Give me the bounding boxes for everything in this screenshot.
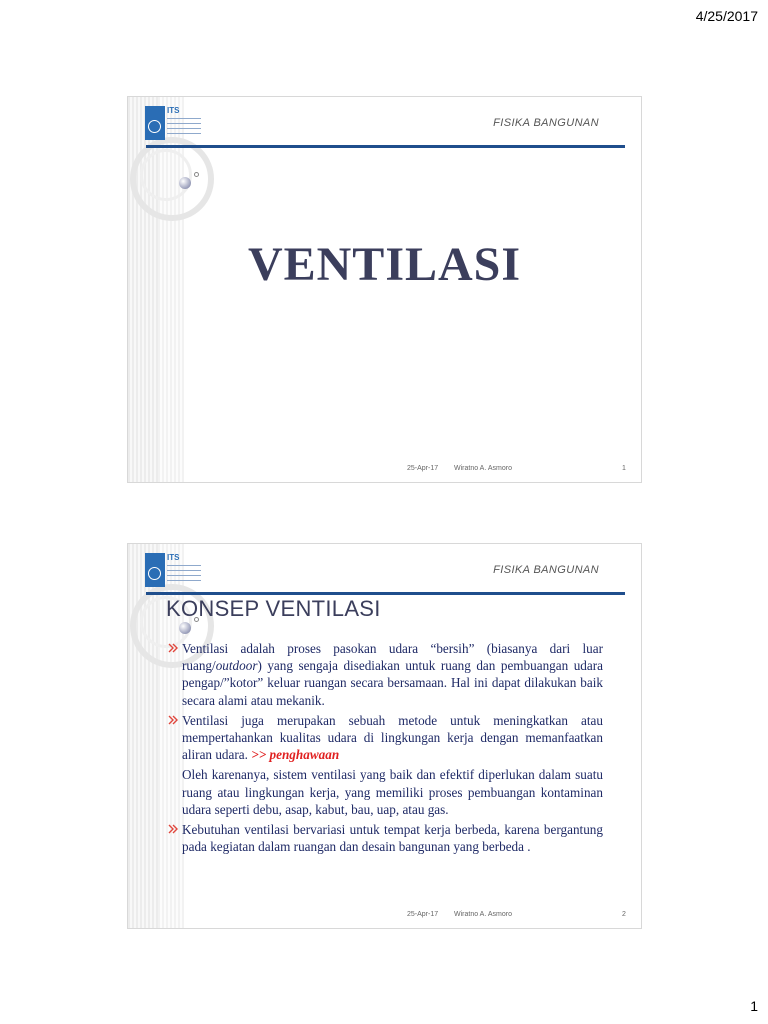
footer-slide-number: 2 bbox=[622, 911, 626, 918]
bullet-paragraph: Ventilasi juga merupakan sebuah metode untuk meningkatkan atau mempertahankan kualitas udara di lingkungan kerja dengan memanfaatkan aliran udara. >> penghawaan bbox=[182, 712, 603, 764]
page-date: 4/25/2017 bbox=[695, 8, 758, 24]
slide-title: KONSEP VENTILASI bbox=[166, 596, 381, 621]
slide-title: VENTILASI bbox=[247, 238, 522, 291]
its-logo bbox=[145, 553, 203, 587]
slide-content bbox=[182, 640, 603, 858]
footer-date: 25-Apr-17 bbox=[407, 911, 439, 918]
header-rule bbox=[146, 145, 625, 148]
arrow-bullet-icon bbox=[168, 824, 178, 834]
its-logo bbox=[145, 106, 203, 140]
footer-slide-number: 1 bbox=[622, 465, 626, 472]
footer-date: 25-Apr-17 bbox=[407, 465, 439, 472]
bullet-ball-icon bbox=[179, 177, 191, 189]
footer-author: Wiratno A. Asmoro bbox=[454, 911, 512, 918]
footer-author: Wiratno A. Asmoro bbox=[454, 465, 512, 472]
seal-icon bbox=[148, 120, 161, 133]
decor-swirl bbox=[140, 149, 192, 201]
arrow-bullet-icon bbox=[168, 715, 178, 725]
arrow-bullet-icon bbox=[168, 643, 178, 653]
bullet-ball-icon bbox=[179, 622, 191, 634]
logo-text: ITS bbox=[167, 553, 180, 562]
paragraph: Oleh karenanya, sistem ventilasi yang baik dan efektif diperlukan dalam suatu ruang atau lingkungan kerja, yang memiliki proses pembuangan kontaminan udara seperti debu, asap, kabut, bau, uap, atau gas. bbox=[182, 767, 603, 817]
bullet-paragraph: Ventilasi adalah proses pasokan udara “bersih” (biasanya dari luar ruang/outdoor) yang sengaja disediakan untuk ruang dan pembuangan udara pengap/”kotor” keluar ruangan secara bersamaan. Hal ini dapat dilakukan baik secara alami atau mekanik. bbox=[182, 640, 603, 709]
bullet-paragraph: Kebutuhan ventilasi bervariasi untuk tempat kerja berbeda, karena bergantung pada kegiatan dalam ruangan dan desain bangunan yang berbeda . bbox=[182, 821, 603, 855]
seal-icon bbox=[148, 567, 161, 580]
bullet-dot-icon bbox=[194, 172, 199, 177]
penghawaan-link[interactable]: >> penghawaan bbox=[251, 747, 340, 763]
page-number: 1 bbox=[750, 998, 758, 1014]
slide-header: FISIKA BANGUNAN bbox=[493, 564, 599, 576]
header-rule bbox=[146, 592, 625, 595]
slide-1 bbox=[127, 96, 642, 483]
slide-header: FISIKA BANGUNAN bbox=[493, 117, 599, 129]
slide-2 bbox=[127, 543, 642, 929]
logo-text: ITS bbox=[167, 106, 180, 115]
